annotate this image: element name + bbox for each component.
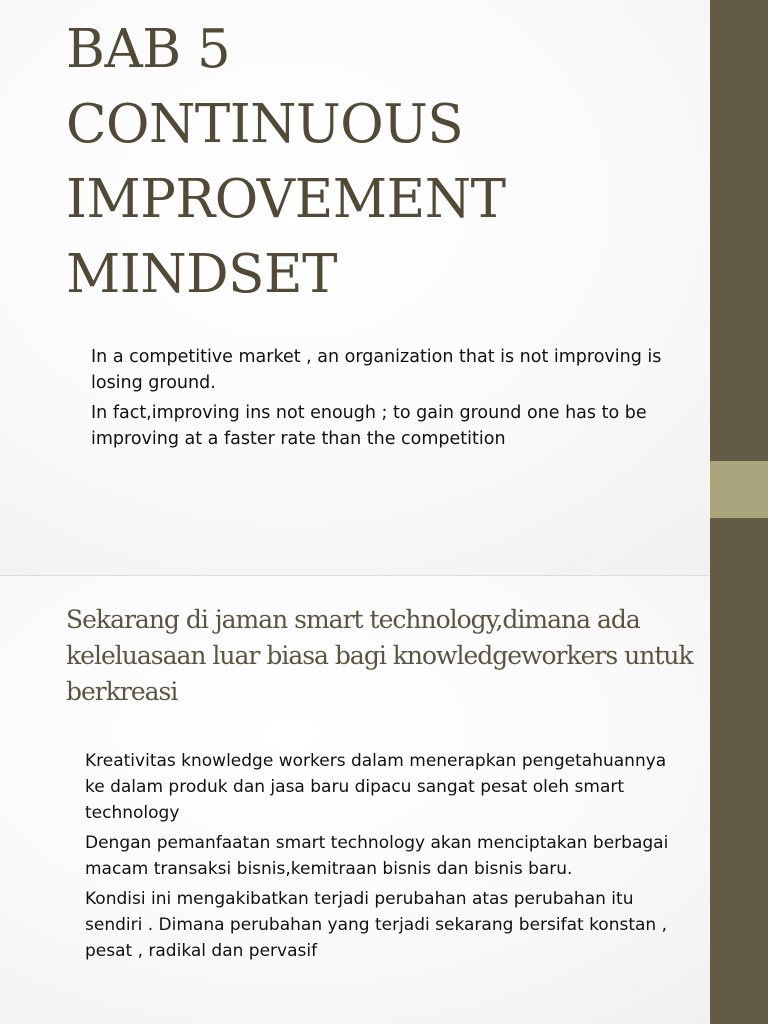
title-line: CONTINUOUS (66, 94, 464, 155)
title-line: IMPROVEMENT (66, 169, 506, 230)
body-paragraph: Kreativitas knowledge workers dalam menerapkan pengetahuannya ke dalam produk dan jasa baru dipacu sangat pesat oleh smart technology (85, 751, 667, 823)
slide-1-title (66, 12, 666, 312)
slide-2 (0, 576, 768, 1024)
slide-2-title: Sekarang di jaman smart technology,dimana ada keleluasaan luar biasa bagi knowledgeworkers untuk berkreasi (66, 605, 693, 706)
side-accent-block (710, 461, 768, 518)
body-paragraph: In a competitive market , an organization that is not improving is losing ground. (91, 347, 662, 393)
body-paragraph: Kondisi ini mengakibatkan terjadi perubahan atas perubahan itu sendiri . Dimana perubahan yang terjadi sekarang bersifat konstan , pesat , radikal dan pervasif (85, 889, 668, 961)
title-line: BAB 5 (66, 19, 231, 80)
title-line: MINDSET (66, 244, 337, 305)
body-paragraph: In fact,improving ins not enough ; to gain ground one has to be improving at a faster rate than the competition (91, 403, 647, 449)
slide-1-body (91, 344, 681, 456)
slide-2-body (85, 748, 685, 968)
body-paragraph: Dengan pemanfaatan smart technology akan menciptakan berbagai macam transaksi bisnis,kemitraan bisnis dan bisnis baru. (85, 833, 669, 879)
